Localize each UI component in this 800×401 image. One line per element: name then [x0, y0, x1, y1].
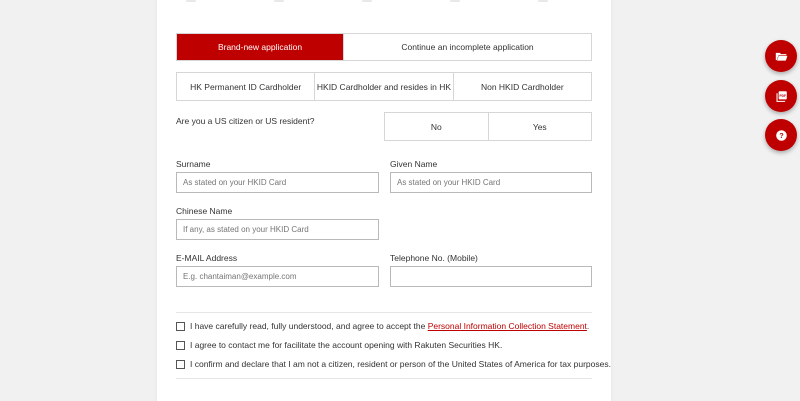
step-indicator — [186, 0, 546, 4]
telephone-input[interactable] — [390, 266, 592, 287]
pics-checkbox[interactable] — [176, 322, 185, 331]
telephone-label: Telephone No. (Mobile) — [390, 253, 478, 263]
surname-label: Surname — [176, 159, 211, 169]
email-input[interactable] — [176, 266, 379, 287]
email-label: E-MAIL Address — [176, 253, 238, 263]
tab-brand-new-application[interactable]: Brand-new application — [177, 34, 343, 60]
pics-link[interactable]: Personal Information Collection Statement — [427, 321, 587, 331]
us-no-button[interactable]: No — [385, 113, 488, 140]
us-declaration-row — [176, 359, 611, 369]
us-question-toggle — [384, 112, 592, 141]
pics-suffix: . — [586, 321, 590, 331]
folder-open-button[interactable] — [765, 40, 797, 72]
holder-type-tabs — [176, 72, 592, 101]
us-declaration-text: I confirm and declare that I am not a citizen, resident or person of the United States of America for tax purposes. — [190, 359, 611, 369]
tab-continue-incomplete-application[interactable]: Continue an incomplete application — [343, 34, 591, 60]
application-type-tabs — [176, 33, 592, 61]
chinese-name-input[interactable] — [176, 219, 379, 240]
pdf-icon — [775, 90, 788, 103]
help-icon — [775, 129, 788, 142]
pics-agreement-row — [176, 321, 589, 331]
chinese-name-label: Chinese Name — [176, 206, 233, 216]
surname-input[interactable] — [176, 172, 379, 193]
pics-prefix: I have carefully read, fully understood, and agree to accept the — [190, 321, 428, 331]
us-question-label: Are you a US citizen or US resident? — [176, 116, 315, 126]
divider — [176, 378, 592, 379]
contact-text: I agree to contact me for facilitate the account opening with Rakuten Securities HK. — [190, 340, 503, 350]
tab-non-hkid-cardholder[interactable]: Non HKID Cardholder — [453, 73, 591, 100]
us-declaration-checkbox[interactable] — [176, 360, 185, 369]
given-name-label: Given Name — [390, 159, 438, 169]
pics-text — [190, 321, 589, 331]
contact-checkbox[interactable] — [176, 341, 185, 350]
svg-text:PDF: PDF — [778, 93, 786, 98]
tab-hk-permanent-id-cardholder[interactable]: HK Permanent ID Cardholder — [177, 73, 314, 100]
svg-text:?: ? — [778, 130, 784, 140]
folder-open-icon — [775, 50, 788, 63]
pdf-button[interactable] — [765, 80, 797, 112]
help-button[interactable] — [765, 119, 797, 151]
divider — [176, 312, 592, 313]
us-yes-button[interactable]: Yes — [488, 113, 592, 140]
tab-hkid-cardholder-resides-hk[interactable]: HKID Cardholder and resides in HK — [314, 73, 452, 100]
given-name-input[interactable] — [390, 172, 592, 193]
contact-agreement-row — [176, 340, 502, 350]
